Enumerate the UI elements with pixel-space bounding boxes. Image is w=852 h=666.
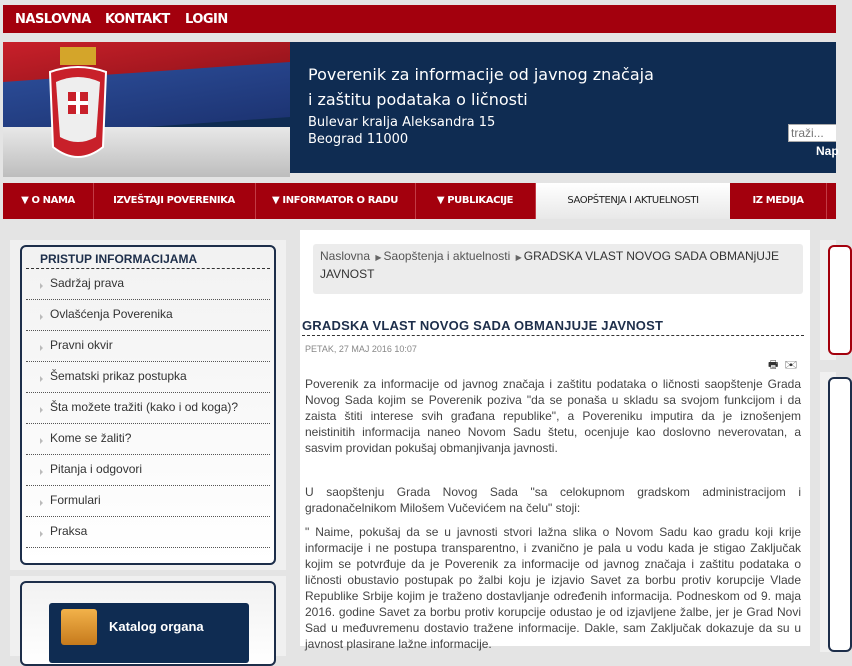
breadcrumb: Naslovna ▶ Saopštenja i aktuelnosti ▶ GRADSKA VLAST NOVOG SADA OBMANjUJE JAVNOST	[313, 244, 803, 294]
paragraph: Poverenik za informacije od javnog značaja i zaštitu podataka o ličnosti saopštenje Grada Novog Sada kojim se Poverenik poziva "da se ponaša u skladu sa svojom funkcijom i da zaista štiti interese svih građana republike", a Povereniku imputira da je iznošenjem neistinitih informacija naneo Novom Sadu štetu, ocenjuje kao doslovno neverovatan, a sasvim providan pokušaj obmanjivanja javnosti.	[305, 377, 801, 455]
top-nav-kontakt[interactable]: KONTAKT	[105, 12, 170, 27]
nav-iz-medija[interactable]: IZ MEDIJA	[730, 183, 827, 219]
site-address	[308, 114, 495, 148]
breadcrumb-section[interactable]: Saopštenja i aktuelnosti	[383, 249, 511, 263]
address-line-2: Beograd 11000	[308, 132, 409, 147]
header-banner	[3, 42, 836, 173]
top-nav-login[interactable]: LOGIN	[185, 12, 228, 27]
top-nav-naslovna[interactable]: NASLOVNA	[15, 12, 91, 27]
nav-publikacije[interactable]: ▼ PUBLIKACIJE	[415, 183, 536, 219]
breadcrumb-current: GRADSKA VLAST NOVOG SADA OBMANjUJE JAVNOST	[320, 249, 779, 281]
sidebar-item[interactable]: Praksa	[26, 517, 270, 548]
print-icon[interactable]: 🖶	[768, 359, 779, 371]
right-sidebar-box	[820, 240, 836, 360]
nav-o-nama[interactable]: ▼ O NAMA	[3, 183, 94, 219]
sidebar-item[interactable]: Kome se žaliti?	[26, 424, 270, 455]
nav-saopstenja[interactable]: SAOPŠTENJA I AKTUELNOSTI	[536, 183, 730, 219]
paragraph: U saopštenju Grada Novog Sada "sa celokupnom gradskom administracijom i gradonačelnikom Milošem Vučevićem na čelu" stoji:	[305, 485, 801, 515]
sidebar-item[interactable]: Šematski prikaz postupka	[26, 362, 270, 393]
sidebar-access-info	[10, 240, 286, 570]
title-line-1: Poverenik za informacije od javnog značaja	[308, 65, 654, 84]
sidebar-catalog	[10, 576, 286, 656]
coat-of-arms-icon	[48, 47, 108, 167]
top-bar	[3, 5, 836, 33]
article-title: GRADSKA VLAST NOVOG SADA OBMANJUJE JAVNOST	[302, 318, 804, 336]
article-date: PETAK, 27 MAJ 2016 10:07	[305, 344, 417, 354]
site-title	[308, 62, 654, 112]
catalog-label: Katalog organa	[109, 619, 204, 634]
magnifier-book-icon	[61, 609, 97, 645]
title-line-2: i zaštitu podataka o ličnosti	[308, 90, 528, 109]
sidebar-item[interactable]: Šta možete tražiti (kako i od koga)?	[26, 393, 270, 424]
sidebar-heading: PRISTUP INFORMACIJAMA	[26, 247, 270, 269]
sidebar-item[interactable]: Sadržaj prava	[26, 269, 270, 300]
sidebar-item[interactable]: Pravni okvir	[26, 331, 270, 362]
main-nav	[3, 183, 836, 219]
sidebar-item[interactable]: Ovlašćenja Poverenika	[26, 300, 270, 331]
sidebar-item[interactable]: Pitanja i odgovori	[26, 455, 270, 486]
serbian-flag-image	[3, 42, 290, 173]
nav-izvestaji[interactable]: IZVEŠTAJI POVERENIKA	[93, 183, 256, 219]
email-icon[interactable]: ✉	[784, 359, 798, 371]
breadcrumb-home[interactable]: Naslovna	[320, 249, 371, 263]
search-button[interactable]: Nap	[816, 144, 839, 158]
sidebar-item[interactable]: Formulari	[26, 486, 270, 517]
paragraph: " Naime, pokušaj da se u javnosti stvori lažna slika o Novom Sadu kao gradu koji krije informacije i ne postupa transparentno, i zvanično je pala u vodu kada je stigao Zaključak kojim se potvrđuje da je Poverenik za informacije od javnog značaja i zaštitu podataka o ličnosti obustavio postupak po žalbi koju je izjavio Savet za borbu protiv korupcije Vlade Republike Srbije kojim je traženo dostavljanje određenih informacija. Podneskom od 9. maja 2016. godine Savet za borbu protiv korupcije odustao je od izjavljene žalbe, jer je Grad Novi Sad u međuvremenu dostavio tražene informacije. Dakle, sam Zaključak dokazuje da su u javnost plasirane lažne informacije.	[305, 525, 801, 651]
address-line-1: Bulevar kralja Aleksandra 15	[308, 115, 496, 130]
right-sidebar-box-2	[820, 372, 836, 652]
search-input[interactable]	[788, 124, 836, 142]
catalog-button[interactable]	[49, 603, 249, 663]
nav-informator[interactable]: ▼ INFORMATOR O RADU	[255, 183, 416, 219]
article-body	[305, 376, 801, 660]
